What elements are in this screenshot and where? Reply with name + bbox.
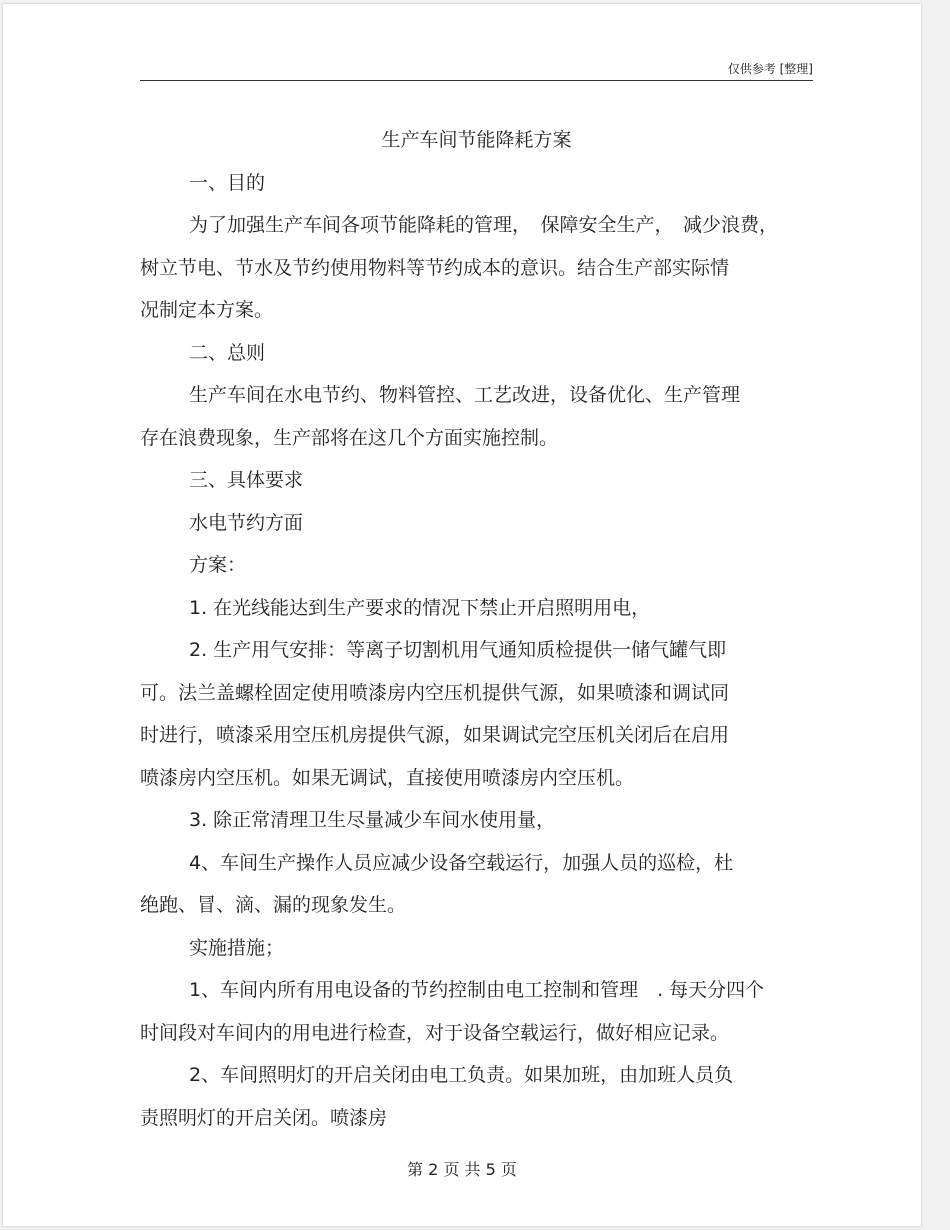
body-line: 喷漆房内空压机。如果无调试，直接使用喷漆房内空压机。	[140, 766, 635, 789]
body-line: 可。法兰盖螺栓固定使用喷漆房内空压机提供气源，如果喷漆和调试同	[140, 681, 730, 704]
body-line: 1. 在光线能达到生产要求的情况下禁止开启照明用电，	[189, 596, 651, 619]
page-header: 仅供参考 [整理]	[727, 62, 813, 76]
body-line: 3. 除正常清理卫生尽量减少车间水使用量，	[189, 809, 556, 831]
body-line: 树立节电、节水及节约使用物料等节约成本的意识。结合生产部实际情	[140, 256, 730, 279]
body-line: 存在浪费现象，生产部将在这几个方面实施控制。	[140, 426, 559, 449]
document-page	[3, 4, 921, 1226]
body-line: 4、车间生产操作人员应减少设备空载运行，加强人员的巡检，杜	[189, 851, 734, 874]
subsection-heading: 实施措施；	[189, 936, 285, 959]
body-line: 2. 生产用气安排：等离子切割机用气通知质检提供一储气罐气即	[189, 639, 727, 661]
body-line: 生产车间在水电节约、物料管控、工艺改进，设备优化、生产管理	[189, 384, 741, 406]
subsection-heading: 方案：	[189, 554, 247, 576]
body-line: 况制定本方案。	[140, 299, 274, 321]
body-line: 责照明灯的开启关闭。喷漆房	[140, 1106, 388, 1129]
section-heading: 一、目的	[189, 171, 266, 194]
document-title: 生产车间节能降耗方案	[381, 129, 572, 151]
header-divider	[140, 80, 813, 81]
body-line: 2、车间照明灯的开启关闭由电工负责。如果加班，由加班人员负	[189, 1064, 734, 1086]
body-line: 为了加强生产车间各项节能降耗的管理， 保障安全生产， 减少浪费，	[189, 214, 779, 236]
document-body	[140, 119, 813, 1139]
page-footer: 第 2 页 共 5 页	[407, 1160, 517, 1179]
body-line: 时间段对车间内的用电进行检查，对于设备空载运行，做好相应记录。	[140, 1021, 730, 1044]
body-line: 绝跑、冒、滴、漏的现象发生。	[140, 894, 407, 916]
section-heading: 三、具体要求	[189, 469, 304, 491]
subsection-heading: 水电节约方面	[189, 511, 304, 534]
body-line: 1、车间内所有用电设备的节约控制由电工控制和管理 . 每天分四个	[189, 979, 765, 1001]
section-heading: 二、总则	[189, 341, 266, 364]
body-line: 时进行，喷漆采用空压机房提供气源，如果调试完空压机关闭后在启用	[140, 724, 730, 746]
